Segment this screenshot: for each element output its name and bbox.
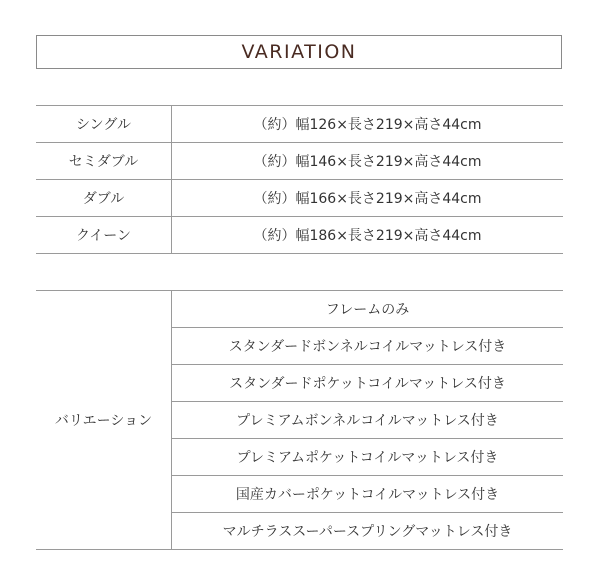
table-row [36,217,563,254]
size-dimensions: （約）幅126×長さ219×高さ44cm [172,106,564,143]
section-title-box [36,35,562,69]
variation-item: スタンダードポケットコイルマットレス付き [172,365,564,402]
size-dimensions: （約）幅146×長さ219×高さ44cm [172,143,564,180]
size-name: ダブル [36,180,172,217]
table-row [36,106,563,143]
variation-item: フレームのみ [172,291,564,328]
size-table [36,105,563,254]
variation-item: マルチラススーパースプリングマットレス付き [172,513,564,550]
variation-item: プレミアムポケットコイルマットレス付き [172,439,564,476]
size-name: シングル [36,106,172,143]
table-row [36,143,563,180]
table-row [36,291,563,328]
variation-item: プレミアムボンネルコイルマットレス付き [172,402,564,439]
size-dimensions: （約）幅186×長さ219×高さ44cm [172,217,564,254]
variation-item: スタンダードボンネルコイルマットレス付き [172,328,564,365]
size-name: クイーン [36,217,172,254]
table-row [36,180,563,217]
size-name: セミダブル [36,143,172,180]
variation-table [36,290,563,550]
size-dimensions: （約）幅166×長さ219×高さ44cm [172,180,564,217]
section-title: VARIATION [241,41,357,63]
variation-item: 国産カバーポケットコイルマットレス付き [172,476,564,513]
variation-label: バリエーション [36,291,172,550]
